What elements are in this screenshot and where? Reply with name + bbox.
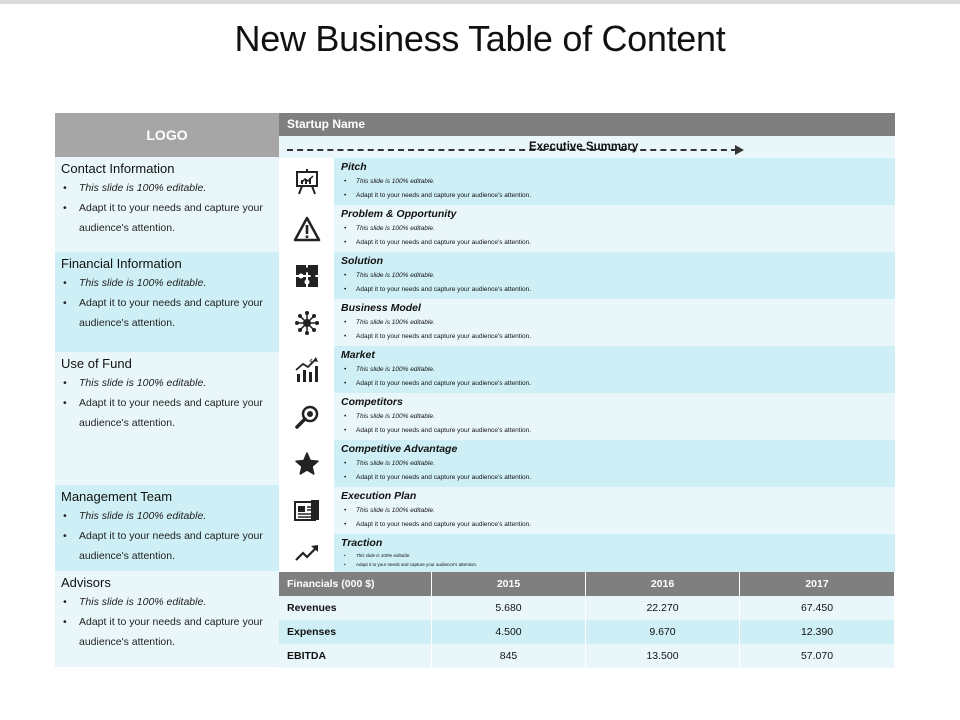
financials-row-label: Revenues bbox=[279, 596, 432, 620]
section-title: Market bbox=[341, 349, 375, 361]
financials-cell: 22.270 bbox=[586, 596, 740, 620]
left-bullet: • Adapt it to your needs and capture your audience's attention. bbox=[79, 393, 273, 433]
financials-cell: 67.450 bbox=[740, 596, 895, 620]
executive-summary-title: Executive Summary bbox=[529, 141, 639, 153]
section-bullet: • Adapt it to your needs and capture your audience's attention. bbox=[356, 236, 891, 250]
section-title: Traction bbox=[341, 537, 383, 549]
section-bullet: • This slide is 100% editable. bbox=[356, 504, 891, 518]
section-bullet: • Adapt it to your needs and capture your audience's attention. bbox=[356, 471, 891, 485]
section-row-solution bbox=[279, 252, 895, 299]
svg-text:$: $ bbox=[308, 357, 313, 366]
financials-cell: 845 bbox=[432, 644, 586, 668]
left-bullet: • This slide is 100% editable. bbox=[79, 506, 273, 526]
puzzle-icon bbox=[279, 252, 334, 299]
section-bullet: • Adapt it to your needs and capture your audience's attention. bbox=[356, 330, 891, 344]
financials-header-cell: 2016 bbox=[586, 572, 740, 596]
financials-header-cell: 2017 bbox=[740, 572, 895, 596]
financials-cell: 5.680 bbox=[432, 596, 586, 620]
section-bullet: • This slide is 100% editable. bbox=[356, 457, 891, 471]
section-row-business-model bbox=[279, 299, 895, 346]
section-title: Execution Plan bbox=[341, 490, 417, 502]
warning-icon bbox=[279, 205, 334, 252]
financials-row-label: Expenses bbox=[279, 620, 432, 644]
presentation-board-icon bbox=[279, 158, 334, 205]
left-section-advisors bbox=[55, 571, 279, 667]
section-bullet: • This slide is 100% editable. bbox=[356, 410, 891, 424]
section-title: Competitive Advantage bbox=[341, 443, 458, 455]
financials-header-row bbox=[279, 572, 895, 596]
dashed-arrow-line bbox=[287, 149, 737, 151]
left-bullet: • This slide is 100% editable. bbox=[79, 273, 273, 293]
left-section-heading: Use of Fund bbox=[61, 356, 132, 371]
left-section-heading: Financial Information bbox=[61, 256, 182, 271]
page-title: New Business Table of Content bbox=[234, 18, 726, 59]
section-bullet: • Adapt it to your needs and capture your audience's attention. bbox=[356, 560, 891, 569]
left-section-contact bbox=[55, 157, 279, 252]
section-title: Business Model bbox=[341, 302, 421, 314]
section-row-market bbox=[279, 346, 895, 393]
financials-row bbox=[279, 644, 895, 668]
document-icon bbox=[279, 487, 334, 534]
network-hub-icon bbox=[279, 299, 334, 346]
section-bullet: • This slide is 100% editable. bbox=[356, 175, 891, 189]
left-section-management bbox=[55, 485, 279, 571]
section-row-competitors bbox=[279, 393, 895, 440]
left-section-financial bbox=[55, 252, 279, 352]
left-bullet: • Adapt it to your needs and capture your audience's attention. bbox=[79, 612, 273, 652]
section-row-pitch bbox=[279, 158, 895, 205]
section-title: Solution bbox=[341, 255, 383, 267]
section-bullet: • Adapt it to your needs and capture your audience's attention. bbox=[356, 283, 891, 297]
section-bullet: • This slide is 100% editable. bbox=[356, 316, 891, 330]
trend-arrow-icon bbox=[279, 534, 334, 572]
left-section-use-of-fund bbox=[55, 352, 279, 485]
left-bullet: • Adapt it to your needs and capture your audience's attention. bbox=[79, 293, 273, 333]
financials-row-label: EBITDA bbox=[279, 644, 432, 668]
left-bullet: • Adapt it to your needs and capture your audience's attention. bbox=[79, 198, 273, 238]
financials-cell: 57.070 bbox=[740, 644, 895, 668]
growth-chart-icon bbox=[279, 346, 334, 393]
section-row-competitive-advantage bbox=[279, 440, 895, 487]
financials-header-cell: 2015 bbox=[432, 572, 586, 596]
section-bullet: • Adapt it to your needs and capture your audience's attention. bbox=[356, 189, 891, 203]
section-bullet: • Adapt it to your needs and capture your audience's attention. bbox=[356, 377, 891, 391]
financials-cell: 12.390 bbox=[740, 620, 895, 644]
left-section-heading: Contact Information bbox=[61, 161, 175, 176]
left-bullet: • Adapt it to your needs and capture your audience's attention. bbox=[79, 526, 273, 566]
section-title: Pitch bbox=[341, 161, 367, 173]
section-row-problem bbox=[279, 205, 895, 252]
section-row-execution-plan bbox=[279, 487, 895, 534]
left-bullet: • This slide is 100% editable. bbox=[79, 178, 273, 198]
left-section-heading: Management Team bbox=[61, 489, 173, 504]
financials-cell: 9.670 bbox=[586, 620, 740, 644]
financials-table bbox=[279, 572, 895, 668]
left-section-heading: Advisors bbox=[61, 575, 111, 590]
financials-row bbox=[279, 596, 895, 620]
section-title: Competitors bbox=[341, 396, 403, 408]
section-bullet: • This slide is 100% editable. bbox=[356, 363, 891, 377]
section-bullet: • Adapt it to your needs and capture your audience's attention. bbox=[356, 424, 891, 438]
financials-cell: 4.500 bbox=[432, 620, 586, 644]
financials-cell: 13.500 bbox=[586, 644, 740, 668]
arrow-head-icon bbox=[735, 145, 744, 155]
top-border bbox=[0, 0, 960, 4]
section-bullet: • This slide is 100% editable. bbox=[356, 551, 891, 560]
financials-row bbox=[279, 620, 895, 644]
section-bullet: • Adapt it to your needs and capture your audience's attention. bbox=[356, 518, 891, 532]
section-title: Problem & Opportunity bbox=[341, 208, 457, 220]
financials-header-cell: Financials (000 $) bbox=[279, 572, 432, 596]
section-bullet: • This slide is 100% editable. bbox=[356, 269, 891, 283]
executive-summary-row bbox=[279, 136, 895, 158]
left-bullet: • This slide is 100% editable. bbox=[79, 592, 273, 612]
section-bullet: • This slide is 100% editable. bbox=[356, 222, 891, 236]
section-row-traction bbox=[279, 534, 895, 572]
left-bullet: • This slide is 100% editable. bbox=[79, 373, 273, 393]
startup-name-header: Startup Name bbox=[279, 113, 895, 136]
magnifier-icon bbox=[279, 393, 334, 440]
logo-placeholder: LOGO bbox=[55, 113, 279, 157]
star-icon bbox=[279, 440, 334, 487]
